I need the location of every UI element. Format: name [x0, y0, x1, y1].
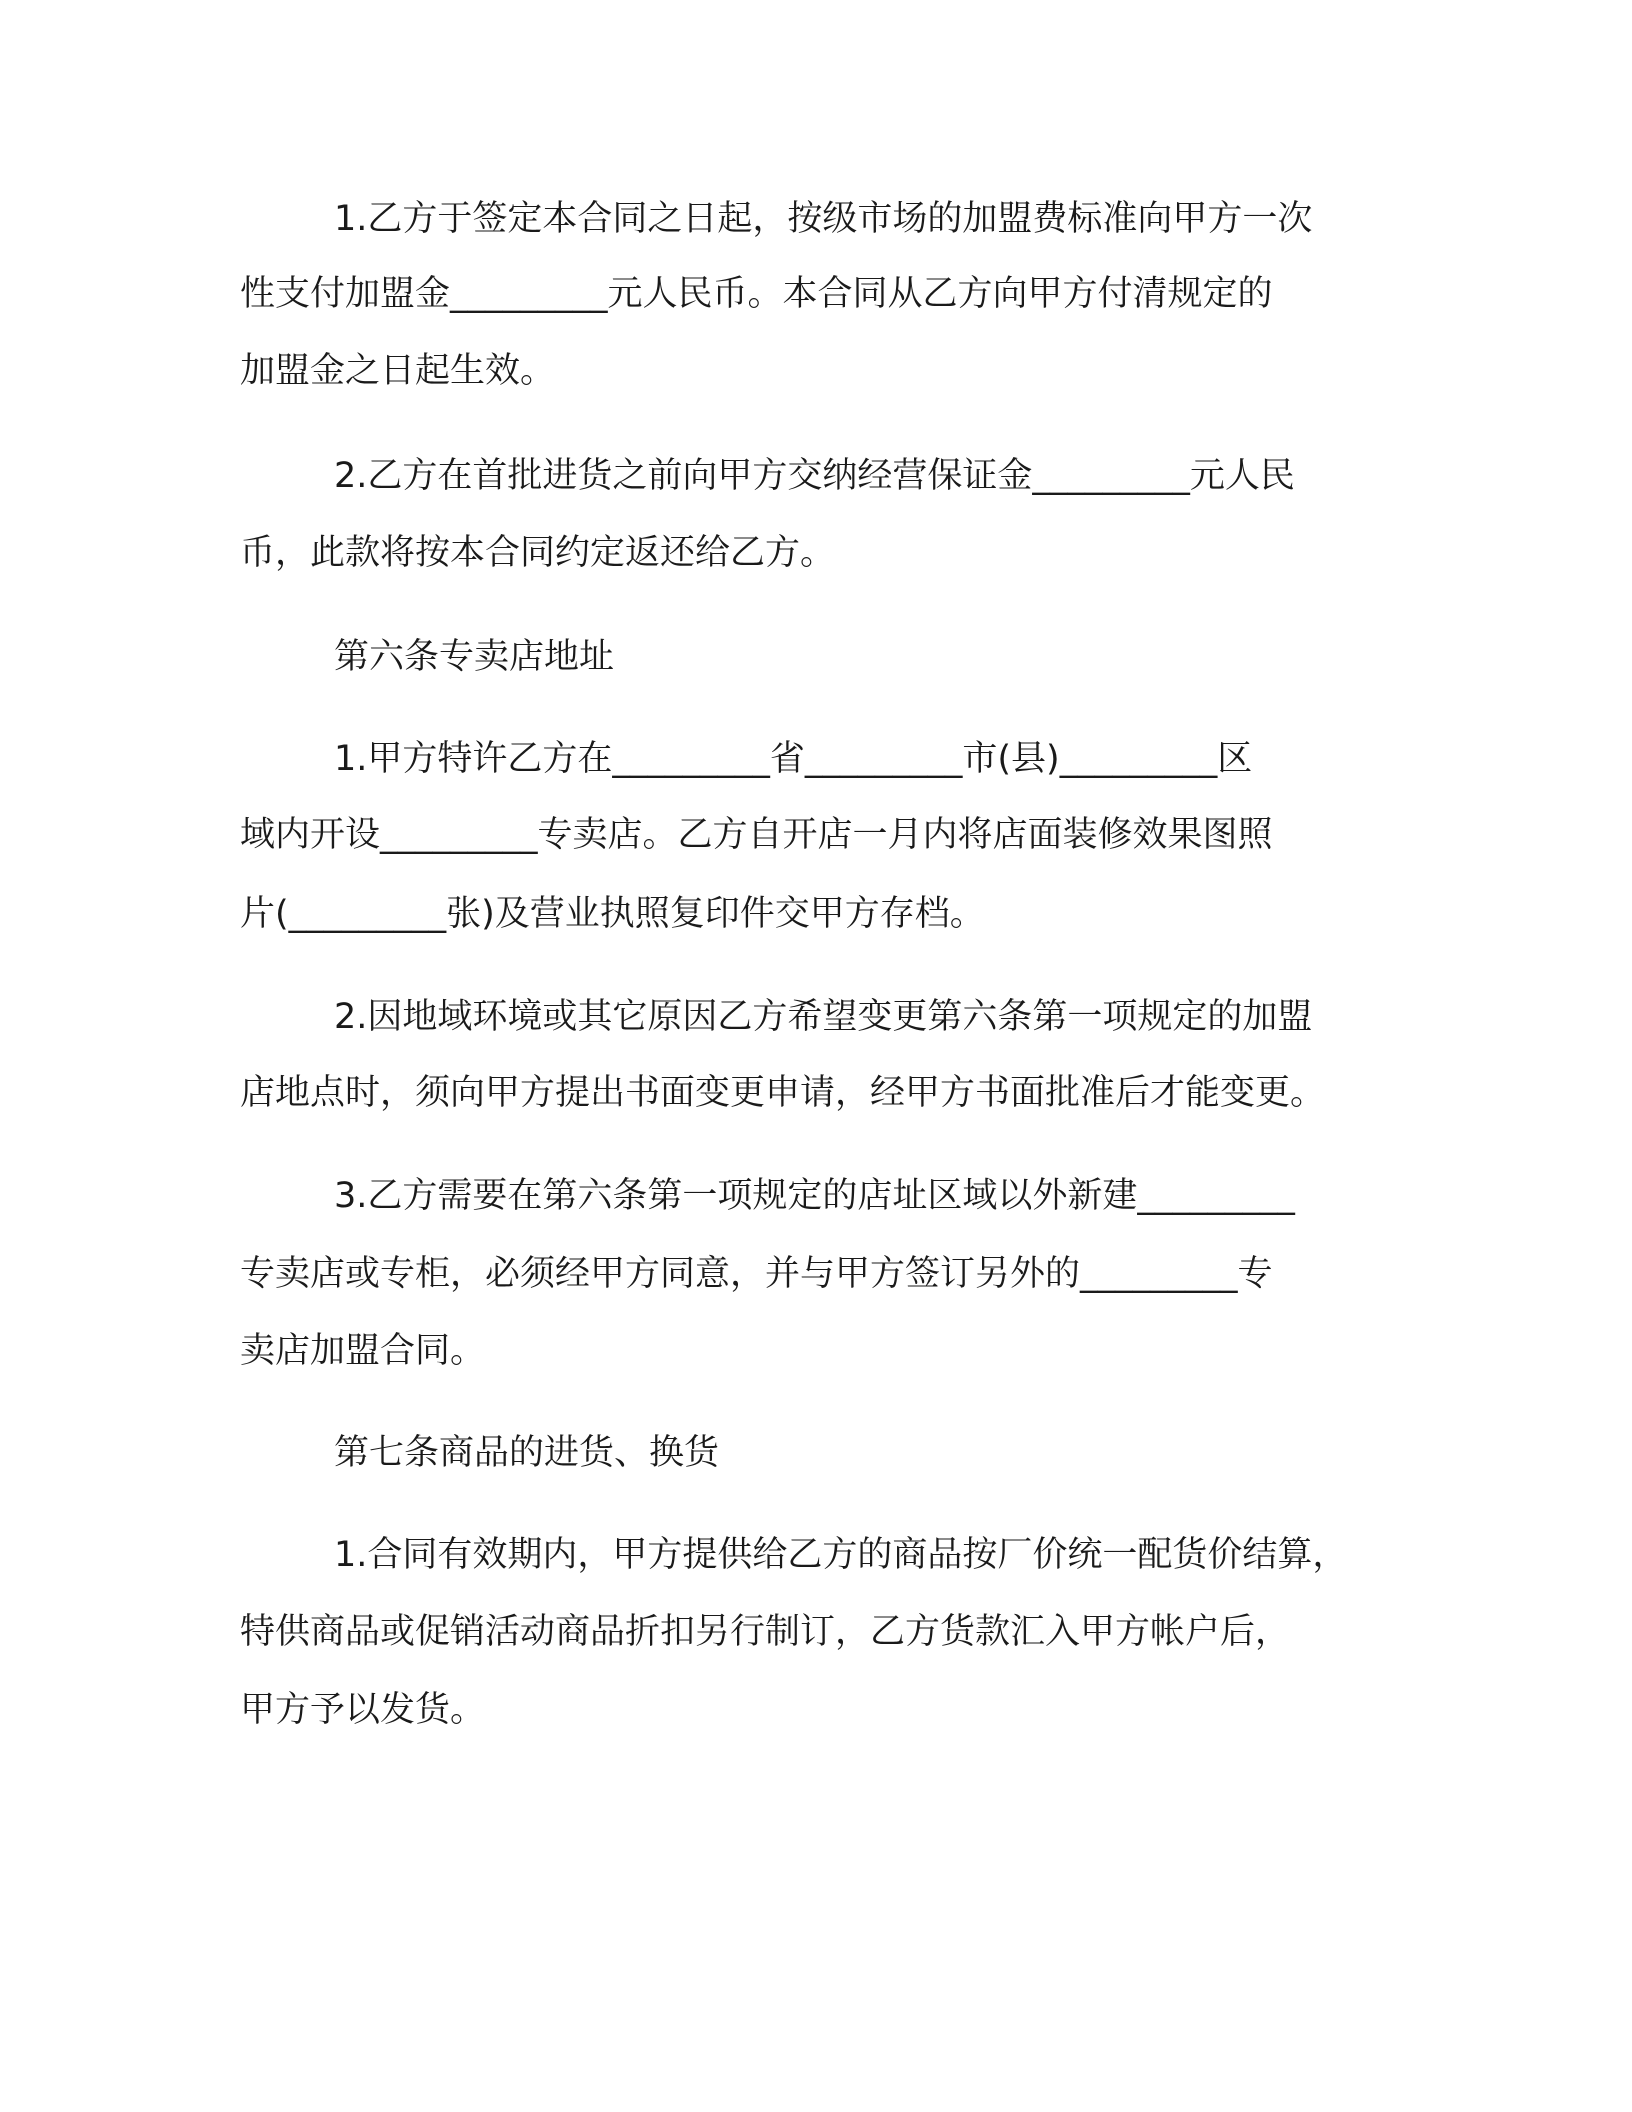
- paragraph-line: 店地点时，须向甲方提出书面变更申请，经甲方书面批准后才能变更。: [240, 1073, 1326, 1113]
- paragraph-line: 专卖店或专柜，必须经甲方同意，并与甲方签订另外的_________专: [240, 1254, 1273, 1294]
- section-heading: 第七条商品的进货、换货: [334, 1433, 720, 1473]
- paragraph-line: 2.乙方在首批进货之前向甲方交纳经营保证金_________元人民: [334, 456, 1295, 496]
- paragraph-line: 1.乙方于签定本合同之日起，按级市场的加盟费标准向甲方一次: [334, 199, 1313, 239]
- paragraph-line: 加盟金之日起生效。: [240, 351, 556, 391]
- paragraph-line: 性支付加盟金_________元人民币。本合同从乙方向甲方付清规定的: [240, 274, 1273, 314]
- paragraph-line: 卖店加盟合同。: [240, 1331, 486, 1371]
- paragraph-line: 甲方予以发货。: [240, 1690, 486, 1730]
- paragraph-line: 2.因地域环境或其它原因乙方希望变更第六条第一项规定的加盟: [334, 997, 1313, 1037]
- paragraph-line: 币，此款将按本合同约定返还给乙方。: [240, 533, 836, 573]
- contract-text: [240, 0, 1390, 2112]
- paragraph-line: 域内开设_________专卖店。乙方自开店一月内将店面装修效果图照: [240, 815, 1273, 855]
- paragraph-line: 特供商品或促销活动商品折扣另行制订，乙方货款汇入甲方帐户后，: [240, 1612, 1291, 1652]
- paragraph-line: 1.合同有效期内，甲方提供给乙方的商品按厂价统一配货价结算，: [334, 1535, 1348, 1575]
- paragraph-line: 3.乙方需要在第六条第一项规定的店址区域以外新建_________: [334, 1176, 1295, 1216]
- paragraph-line: 片(_________张)及营业执照复印件交甲方存档。: [240, 894, 985, 934]
- paragraph-line: 1.甲方特许乙方在_________省_________市(县)_________区: [334, 739, 1253, 779]
- section-heading: 第六条专卖店地址: [334, 637, 615, 677]
